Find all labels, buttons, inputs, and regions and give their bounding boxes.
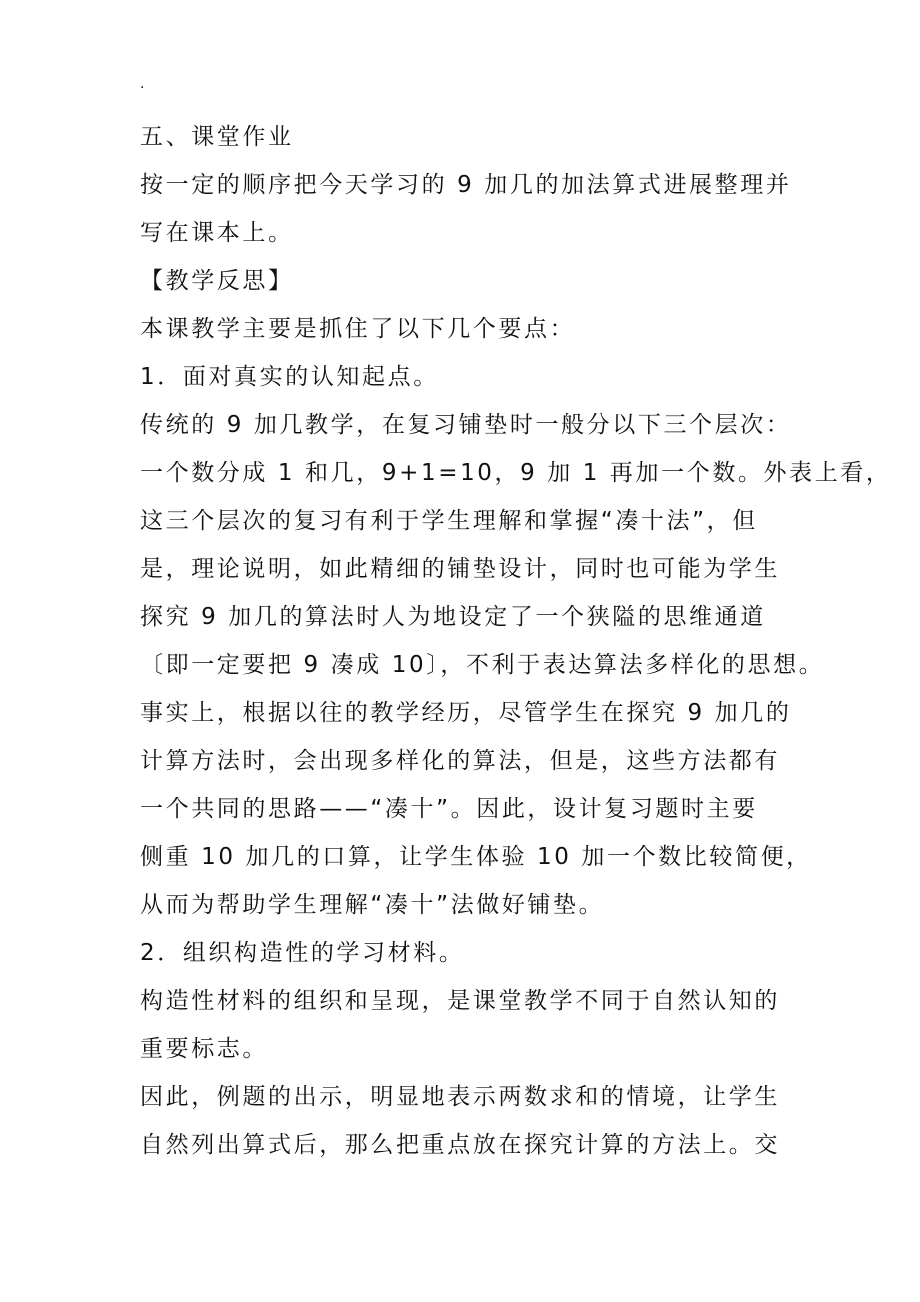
text-line: 一个数分成 1 和几，9+1=10，9 加 1 再加一个数。外表上看， [140,460,892,486]
text-line: 因此，例题的出示，明显地表示两数求和的情境，让学生 [140,1084,780,1110]
text-line: 本课教学主要是抓住了以下几个要点： [140,316,576,342]
header-mark: . [140,76,145,92]
section-heading-homework: 五、课堂作业 [140,124,294,150]
section-heading-reflection: 【教学反思】 [140,268,294,294]
text-line: 事实上，根据以往的教学经历，尽管学生在探究 9 加几的 [140,700,792,726]
text-line: 构造性材料的组织和呈现，是课堂教学不同于自然认知的 [140,988,780,1014]
text-line: 从而为帮助学生理解“凑十”法做好铺垫。 [140,892,605,918]
text-line: 传统的 9 加几教学，在复习铺垫时一般分以下三个层次： [140,412,792,438]
text-line: 侧重 10 加几的口算，让学生体验 10 加一个数比较简便， [140,844,812,870]
text-line: 计算方法时，会出现多样化的算法，但是，这些方法都有 [140,748,780,774]
text-line: 重要标志。 [140,1036,268,1062]
text-line: 〔即一定要把 9 凑成 10〕，不利于表达算法多样化的思想。 [140,652,825,678]
text-line: 写在课本上。 [140,220,294,246]
text-line: 按一定的顺序把今天学习的 9 加几的加法算式进展整理并 [140,172,792,198]
point-heading-1: 1．面对真实的认知起点。 [140,364,439,390]
text-line: 自然列出算式后，那么把重点放在探究计算的方法上。交 [140,1132,780,1158]
text-line: 探究 9 加几的算法时人为地设定了一个狭隘的思维通道 [140,604,766,630]
point-heading-2: 2．组织构造性的学习材料。 [140,940,465,966]
text-line: 这三个层次的复习有利于学生理解和掌握“凑十法”，但 [140,508,758,534]
text-line: 是，理论说明，如此精细的铺垫设计，同时也可能为学生 [140,556,780,582]
text-line: 一个共同的思路——“凑十”。因此，设计复习题时主要 [140,796,758,822]
